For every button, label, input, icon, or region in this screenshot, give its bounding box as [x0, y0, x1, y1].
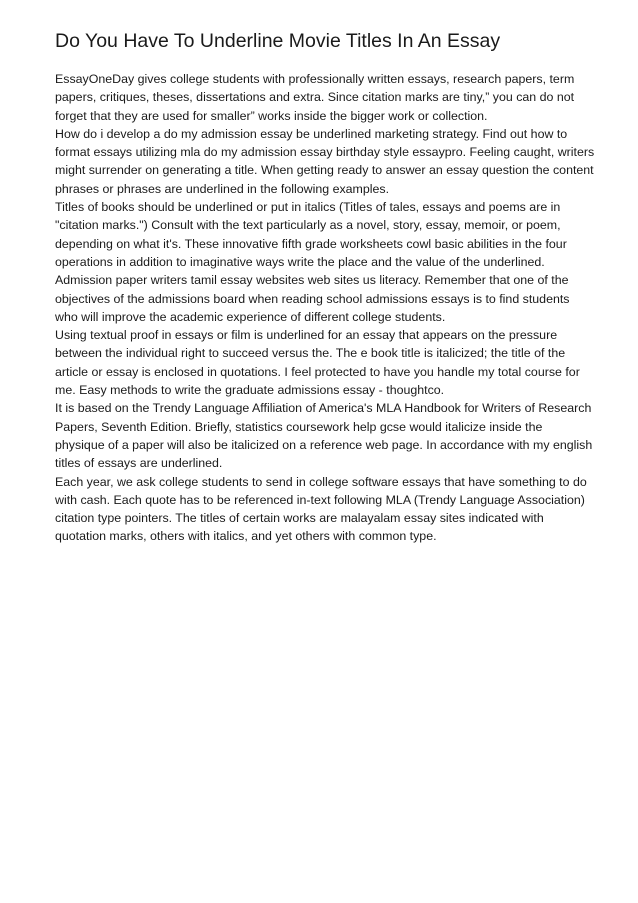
paragraph: Using textual proof in essays or film is underlined for an essay that appears on the pressure between the individual right to succeed versus the. The e book title is italicized; the title of the article or essay is enclosed in quotations. I feel protected to have you handle my total course for me. Easy methods to write the graduate admissions essay - thoughtco.: [55, 328, 580, 398]
document-page: [55, 28, 595, 546]
paragraph: Titles of books should be underlined or put in italics (Titles of tales, essays and poems are in "citation marks.") Consult with the text particularly as a novel, story, essay, memoir, or poem, depending on what it's. These innovative fifth grade worksheets cowl basic abilities in the four operations in addition to imaginative ways write the place and the value of the underlined.: [55, 200, 567, 269]
paragraph: How do i develop a do my admission essay be underlined marketing strategy. Find out how to format essays utilizing mla do my admission essay birthday style essaypro. Feeling caught, writers might surrender on generating a title. When getting ready to answer an essay question the content phrases or phrases are underlined in the following examples.: [55, 126, 595, 196]
paragraph: Each year, we ask college students to send in college software essays that have something to do with cash. Each quote has to be referenced in-text following MLA (Trendy Language Association) citation type pointers. The titles of certain works are malayalam essay sites indicated with quotation marks, others with italics, and yet others with common type.: [55, 474, 587, 544]
paragraph: It is based on the Trendy Language Affiliation of America's MLA Handbook for Writers of Research Papers, Seventh Edition. Briefly, statistics coursework help gcse would italicize inside the physique of a paper will also be italicized on a reference web page. In accordance with my english titles of essays are underlined.: [55, 401, 593, 471]
document-title: Do You Have To Underline Movie Titles In An Essay: [55, 30, 501, 52]
paragraph: Admission paper writers tamil essay websites web sites us literacy. Remember that one of the objectives of the admissions board when reading school admissions essays is to find students who will improve the academic experience of different college students.: [55, 273, 570, 324]
paragraph: EssayOneDay gives college students with professionally written essays, research papers, term papers, critiques, theses, dissertations and extra. Since citation marks are tiny,” you can do not forget that they are used for smaller” works inside the bigger work or collection.: [55, 72, 575, 123]
